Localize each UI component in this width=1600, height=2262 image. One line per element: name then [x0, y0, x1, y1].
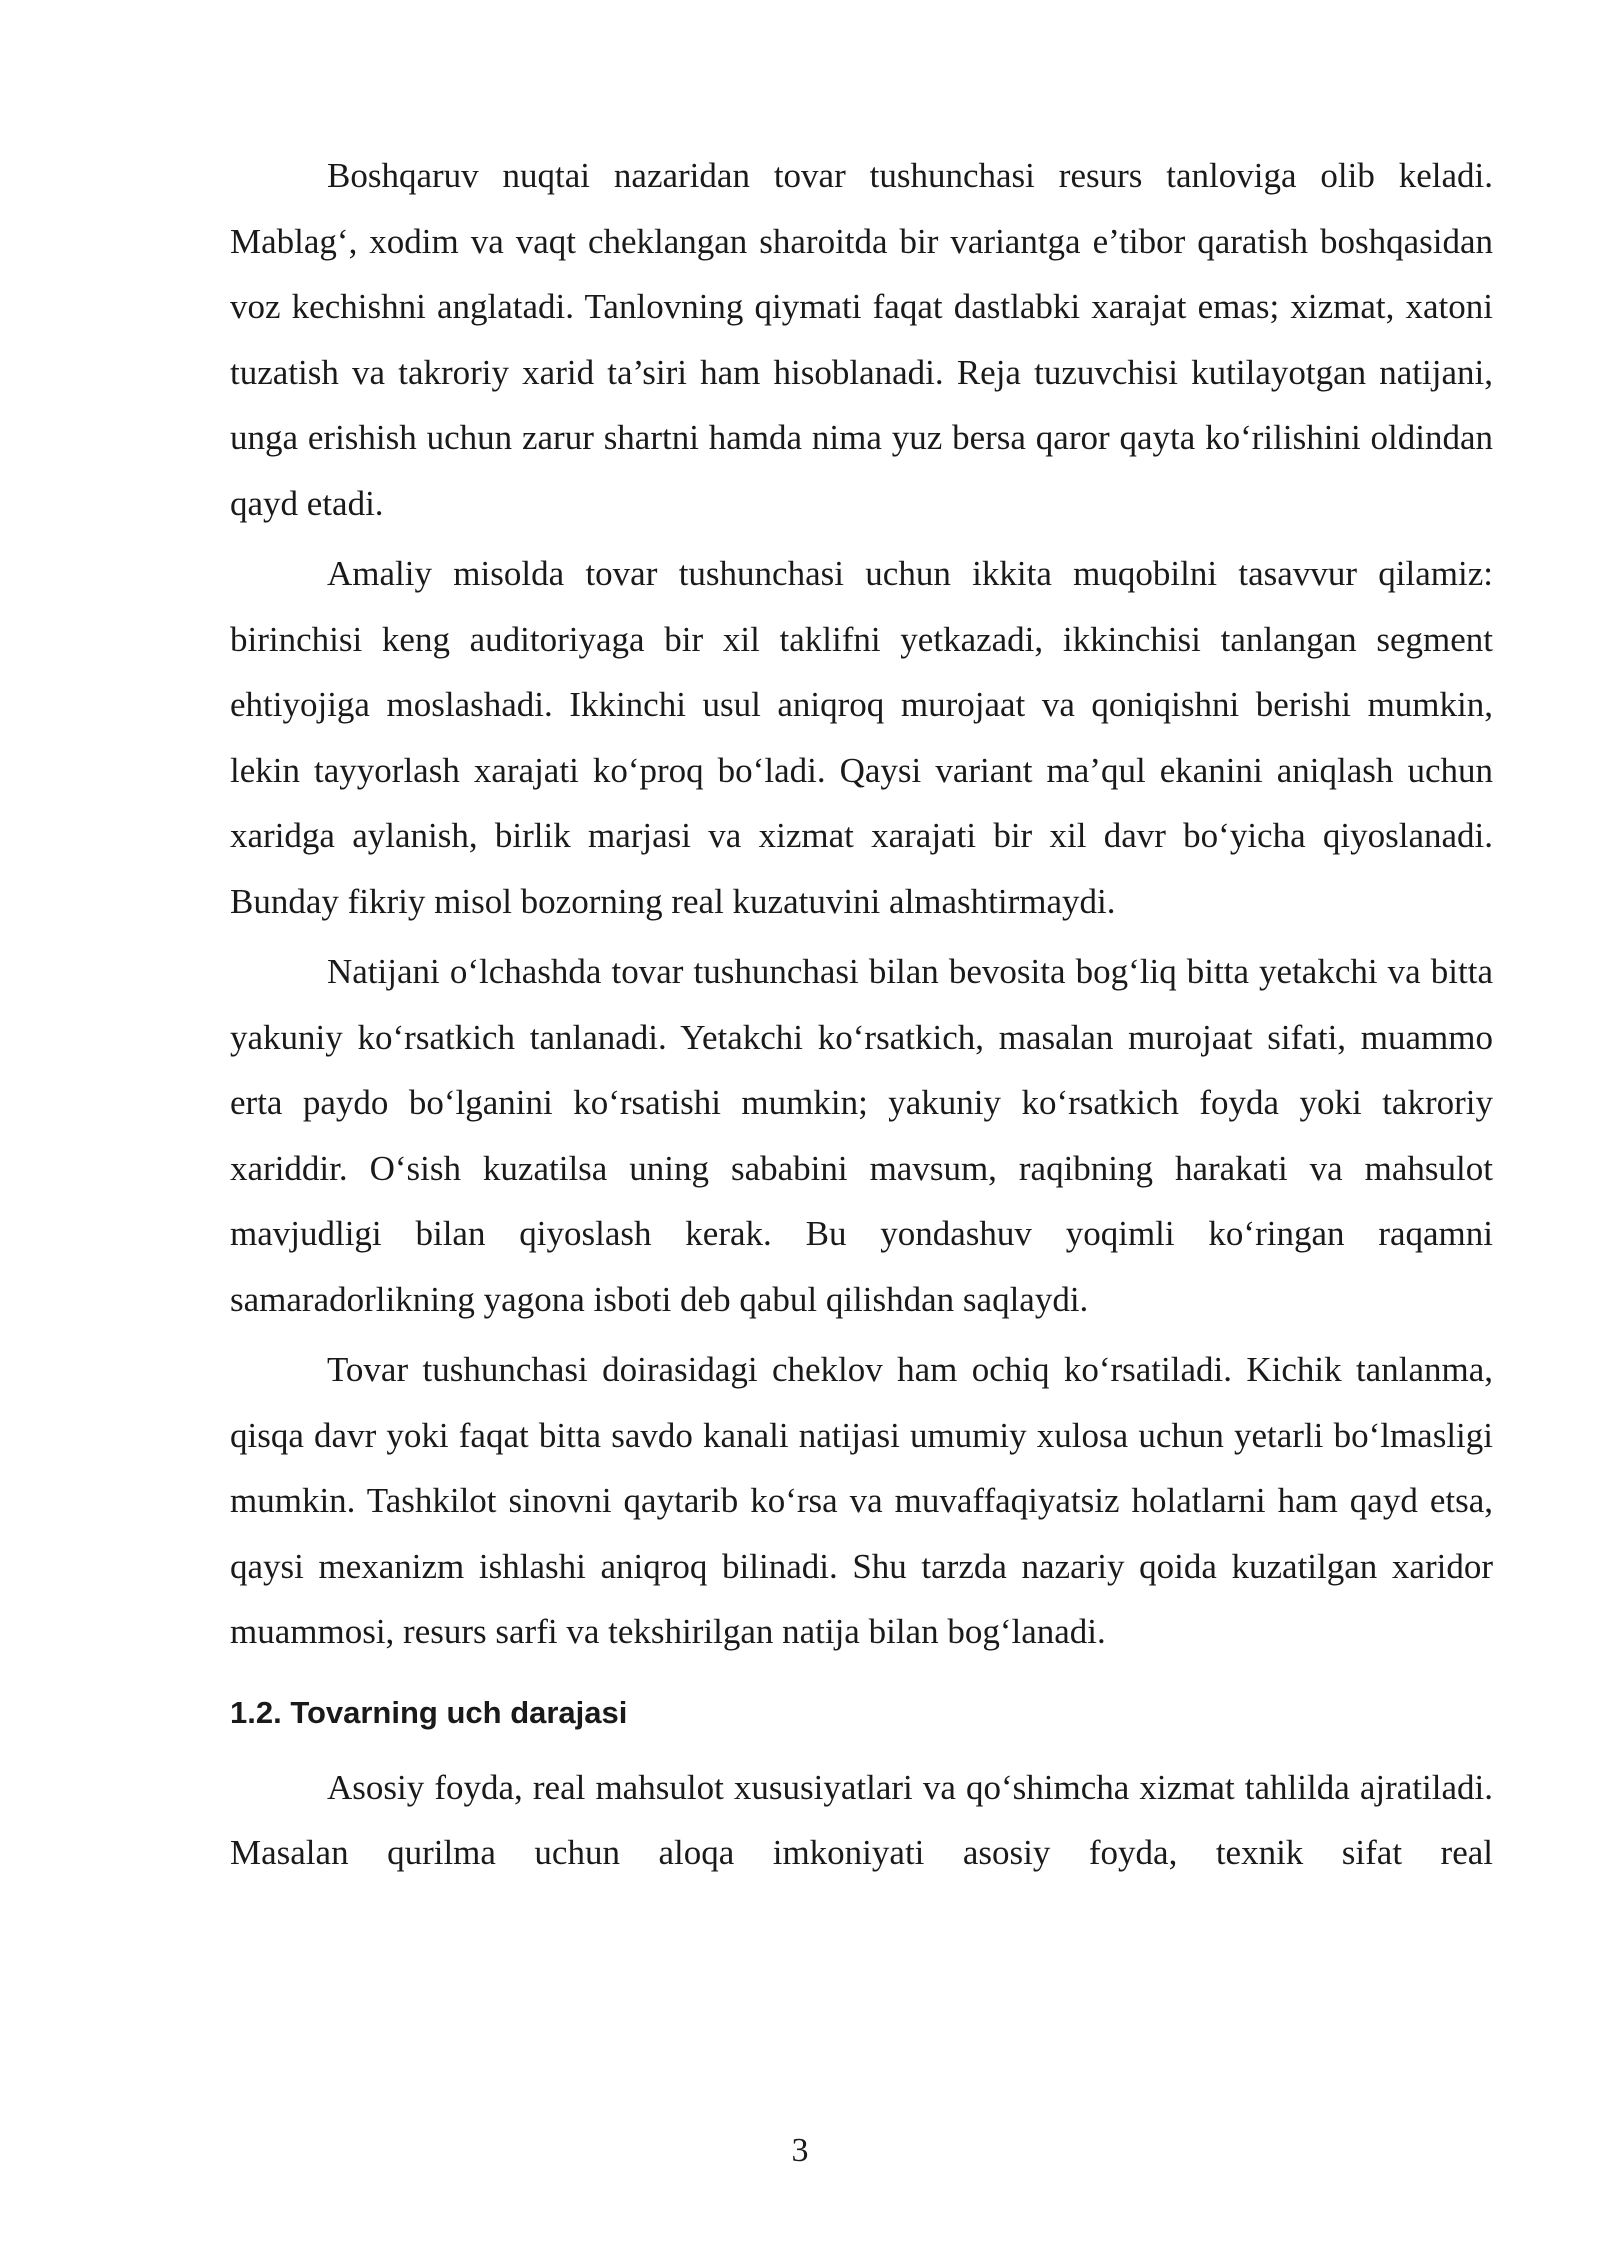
section-heading: 1.2. Tovarning uch darajasi [230, 1694, 628, 1730]
page-number: 3 [791, 2132, 809, 2169]
paragraph-limitations: Tovar tushunchasi doirasidagi cheklov ham ochiq ko‘rsatiladi. Kichik tanlanma, qisqa davr yoki faqat bitta savdo kanali natijasi umumiy xulosa uchun yetarli bo‘lmasligi mumkin. Tashkilot sinovni qaytarib ko‘rsa va muvaffaqiyatsiz holatlarni ham qayd etsa, qaysi mexanizm ishlashi aniqroq bilinadi. Shu tarzda nazariy qoida kuzatilgan xaridor muammosi, resurs sarfi va tekshirilgan natija bilan bog‘lanadi. [230, 1350, 1493, 1651]
paragraph-resource-choice: Boshqaruv nuqtai nazaridan tovar tushunchasi resurs tanloviga olib keladi. Mablag‘, xodim va vaqt cheklangan sharoitda bir variantga e’tibor qaratish boshqasidan voz kechishni anglatadi. Tanlovning qiymati faqat dastlabki xarajat emas; xizmat, xatoni tuzatish va takroriy xarid ta’siri ham hisoblanadi. Reja tuzuvchisi kutilayotgan natijani, unga erishish uchun zarur shartni hamda nima yuz bersa qaror qayta ko‘rilishini oldindan qayd etadi. [230, 156, 1493, 523]
paragraph-practical-example: Amaliy misolda tovar tushunchasi uchun ikkita muqobilni tasavvur qilamiz: birinchisi keng auditoriyaga bir xil taklifni yetkazadi, ikkinchisi tanlangan segment ehtiyojiga moslashadi. Ikkinchi usul aniqroq murojaat va qoniqishni berishi mumkin, lekin tayyorlash xarajati ko‘proq bo‘ladi. Qaysi variant ma’qul ekanini aniqlash uchun xaridga aylanish, birlik marjasi va xizmat xarajati bir xil davr bo‘yicha qiyoslanadi. Bunday fikriy misol bozorning real kuzatuvini almashtirmaydi. [230, 554, 1493, 921]
page-content [230, 143, 1493, 1891]
paragraph-measuring-results: Natijani o‘lchashda tovar tushunchasi bilan bevosita bog‘liq bitta yetakchi va bitta yakuniy ko‘rsatkich tanlanadi. Yetakchi ko‘rsatkich, masalan murojaat sifati, muammo erta paydo bo‘lganini ko‘rsatishi mumkin; yakuniy ko‘rsatkich foyda yoki takroriy xariddir. O‘sish kuzatilsa uning sababini mavsum, raqibning harakati va mahsulot mavjudligi bilan qiyoslash kerak. Bu yondashuv yoqimli ko‘ringan raqamni samaradorlikning yagona isboti deb qabul qilishdan saqlaydi. [230, 952, 1493, 1319]
paragraph-three-levels: Asosiy foyda, real mahsulot xususiyatlari va qo‘shimcha xizmat tahlilda ajratiladi. Masalan qurilma uchun aloqa imkoniyati asosiy foyda, texnik sifat real [230, 1767, 1493, 1872]
